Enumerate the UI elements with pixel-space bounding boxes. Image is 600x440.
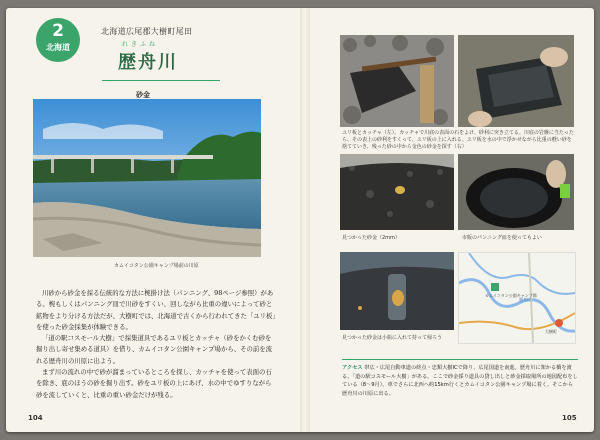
gold-grain-image — [340, 154, 454, 230]
tools-caption: ユリ板とカッチャ（左）。カッチャで川底の表面の石をよけ、砂利に突き立てる。川底の岩盤に当たったら、その表上の砂利をすくって、ユリ板の上に入れる。ユリ板を水の中で浮かせながら比重の軽い砂を捨てていき、残った砂の中から金色の砂金を探す（右） — [342, 130, 574, 150]
access-text: 帯広・広尾自動車道の終点・忠類大樹ICで降り、広尾国道を南進。歴舟川に架かる橋を渡る。「道の駅コスモール大樹」がある。ここで砂金採り道具の貸し出しと砂金採取場所の地図配布をしている（8〜9月）。車でさらに北西へ約15km行くとカムイコタン公園キャンプ場に着く。そこから歴舟川の川原に出る。 — [342, 365, 578, 397]
river-photo-image — [33, 99, 261, 257]
photo-caption: カムイコタン公園キャンプ場前の川原 — [114, 263, 199, 269]
map-campsite-label: カムイコタン公園キャンプ場 — [485, 293, 537, 298]
map-town-label: 大樹町 — [545, 329, 557, 334]
paragraph: まず川の流れの中で砂が溜まっているところを探し、カッチャを使って表面の石を除き、底のほうの砂を掘り出す。砂をユリ板の上にあげ、水の中でゆすりながら砂を流していくと、比重の重い砂金だけが残る。 — [36, 368, 272, 399]
river-photo — [33, 99, 261, 257]
book-spine — [300, 8, 310, 432]
category-label: 砂金 — [136, 91, 150, 99]
gold-caption: 見つかった砂金（2mm） — [342, 235, 400, 241]
title-rule — [102, 80, 220, 81]
paragraph: 「道の駅コスモール大樹」で採集道具であるユリ板とカッチャ（砂をかくむ砂を掘り出し寄せ集める道具）を借り、カムイコタン公園キャンプ場から、その前を流れる歴舟川の川原に出よう。 — [36, 334, 273, 365]
dish-caption: 市販のパンニング皿を使ってもよい — [462, 235, 542, 241]
gold-grain-photo — [340, 154, 454, 230]
page-title: 歴舟川 — [118, 52, 178, 73]
panning-dish-photo — [458, 154, 574, 230]
badge-region: 北海道 — [46, 43, 70, 52]
tools-photo — [340, 35, 454, 127]
badge-number: 2 — [52, 21, 64, 41]
vial-photo — [340, 252, 454, 330]
book-spread — [6, 8, 594, 432]
tools-photo-image — [340, 35, 454, 127]
access-label: アクセス — [342, 365, 363, 371]
panning-dish-image — [458, 154, 574, 230]
area-map — [458, 252, 576, 344]
body-text — [36, 288, 276, 401]
access-info — [342, 359, 578, 398]
title-ruby: れきふね — [122, 41, 159, 48]
page-number-right: 105 — [562, 414, 577, 422]
page-number-left: 104 — [28, 414, 43, 422]
paragraph: 川砂から砂金を採る伝統的な方法に椀掛け法（パンニング、98ページ参照）がある。椀もしくはパンニング皿で川砂をすくい、回しながら比重の違いによって砂と鉱物をより分ける方法だが、大樹町では、北海道で古くから行われてきた「ユリ板」を使った砂金採集が体験できる。 — [36, 289, 276, 331]
vial-image — [340, 252, 454, 330]
sieve-photo — [458, 35, 574, 127]
vial-caption: 見つかった砂金は小瓶に入れて持って帰ろう — [342, 335, 443, 341]
address: 北海道広尾郡大樹町尾田 — [101, 27, 193, 36]
sieve-photo-image — [458, 35, 574, 127]
chapter-badge — [36, 18, 80, 68]
map-river-label: 歴舟川 — [519, 297, 531, 302]
